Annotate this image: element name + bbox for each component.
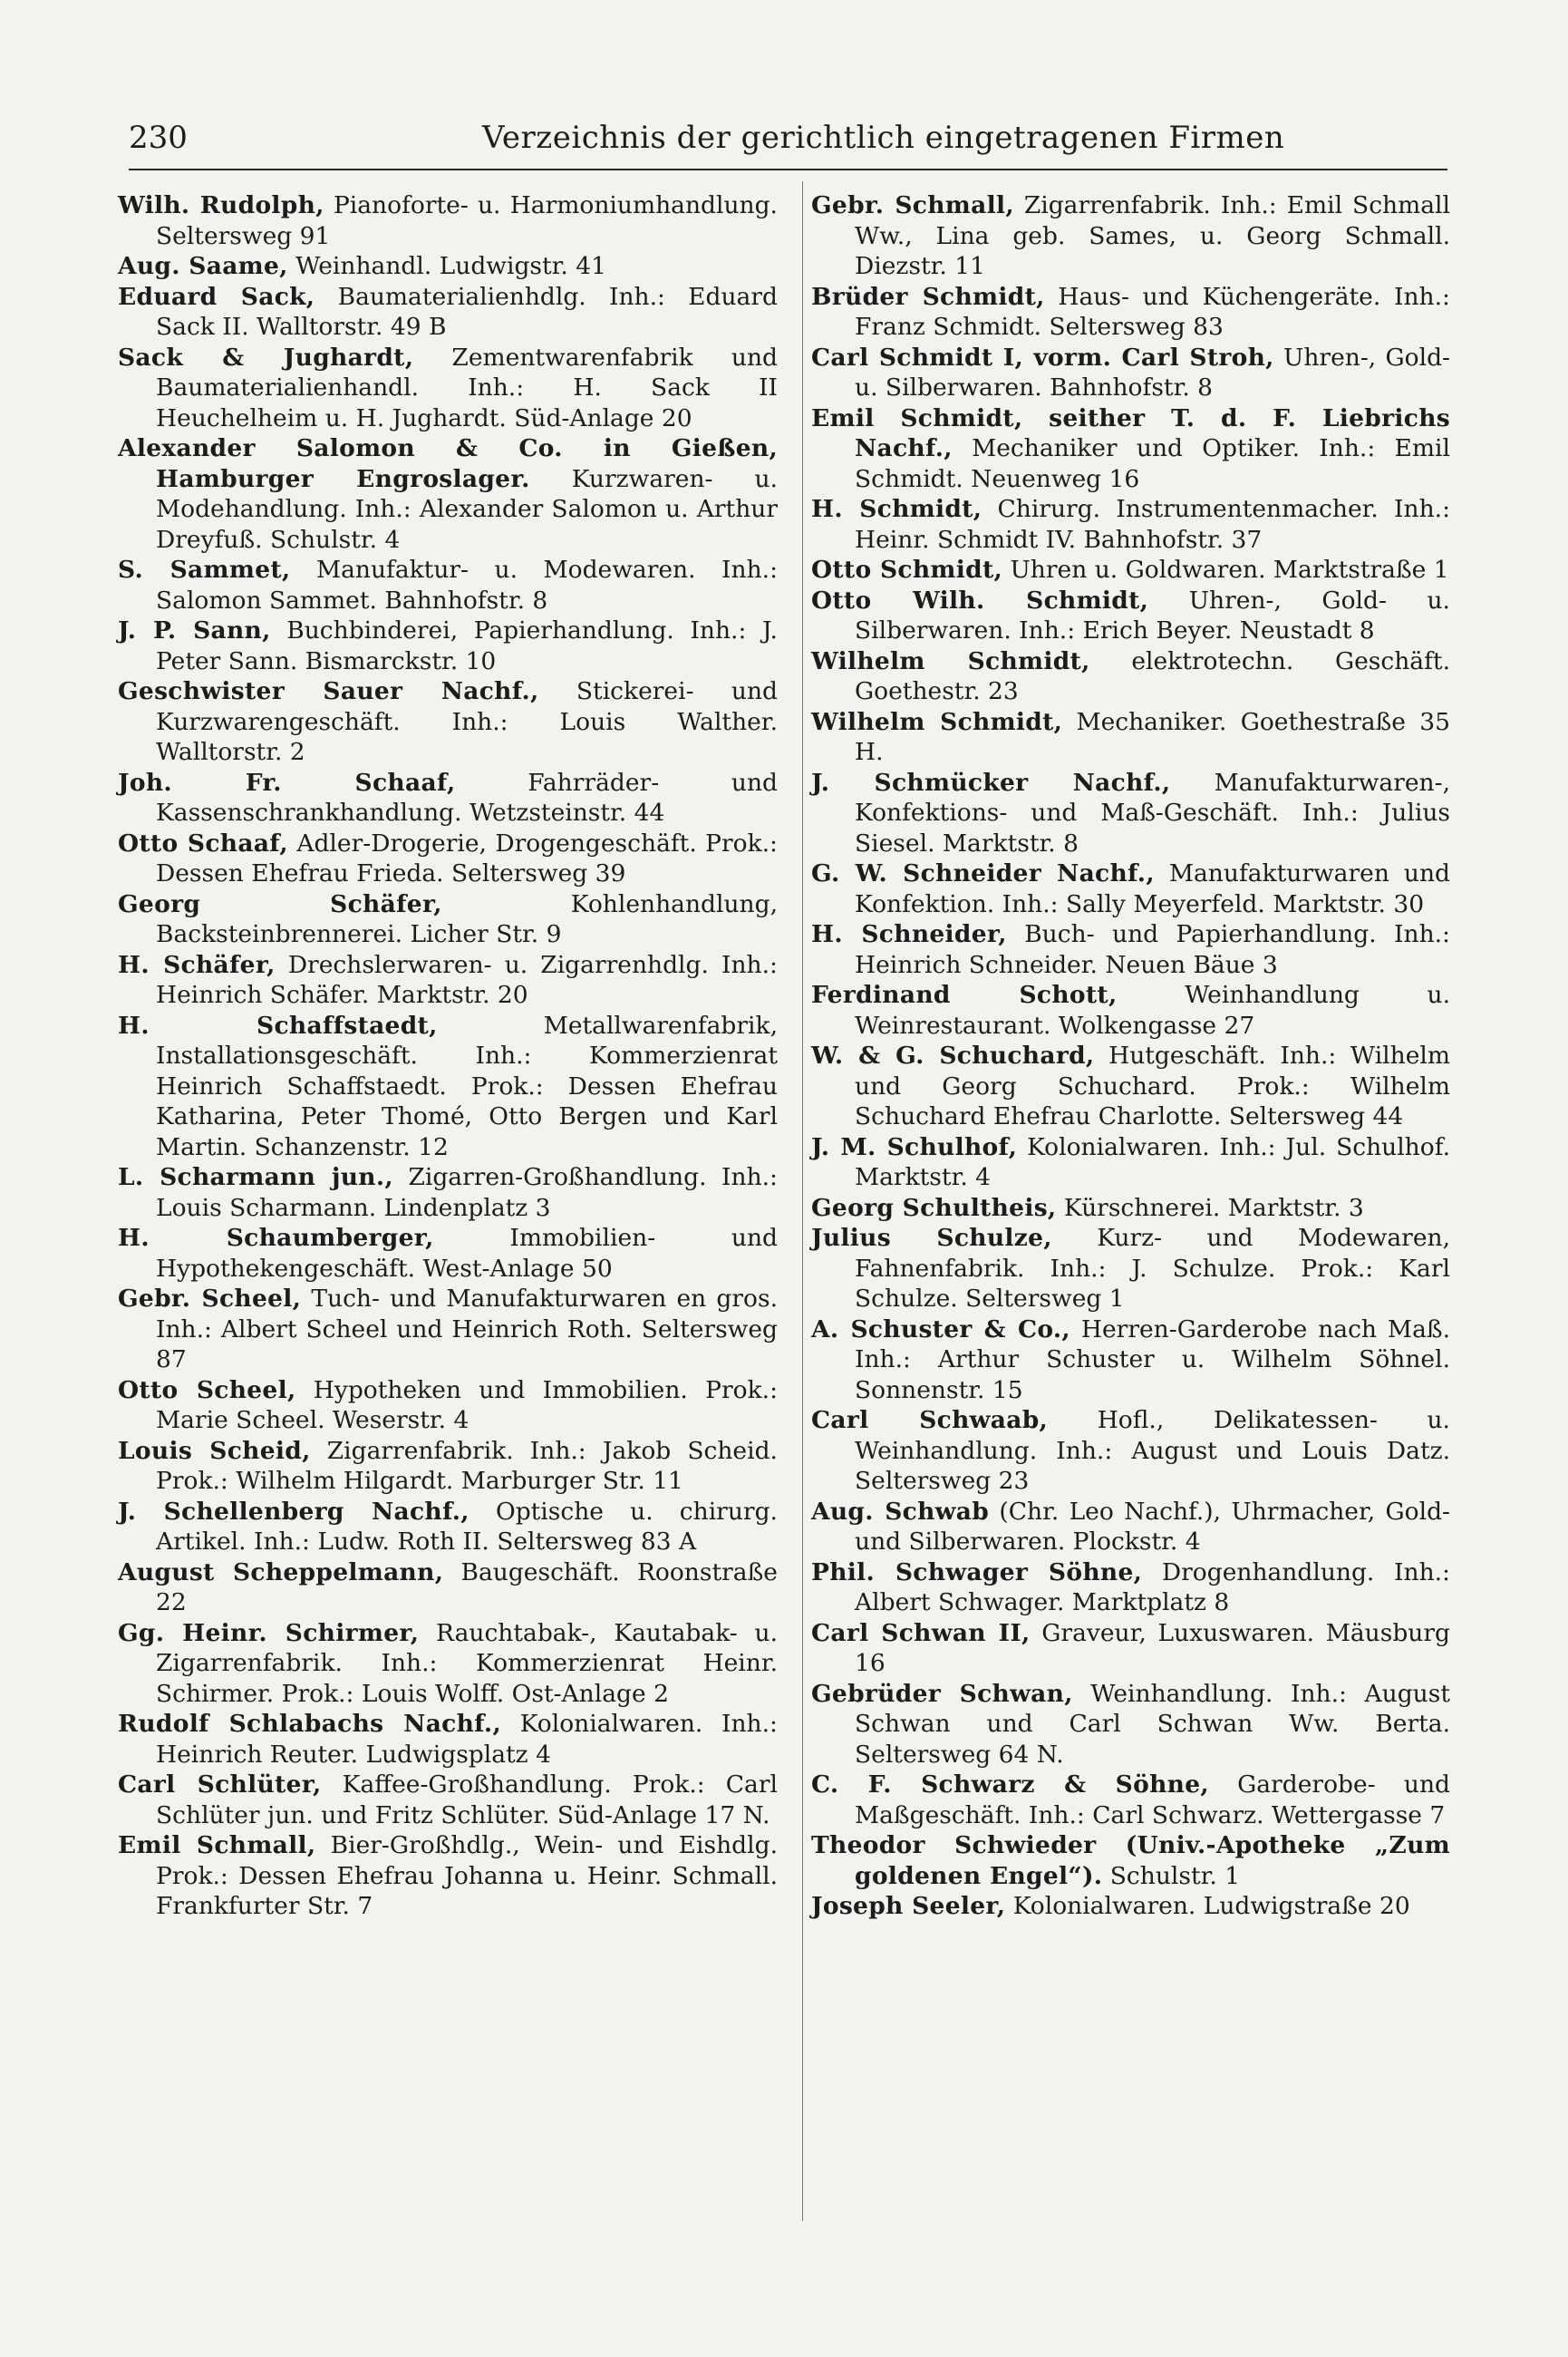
firm-name: Georg Schäfer, <box>118 889 442 918</box>
firm-name: Wilhelm Schmidt, <box>811 707 1063 736</box>
directory-entry <box>811 1557 1450 1618</box>
directory-entry <box>811 343 1450 403</box>
directory-entry <box>118 889 778 950</box>
directory-entry <box>118 829 778 889</box>
directory-entry <box>811 1679 1450 1770</box>
firm-details: Haus- und Küchengeräte. Inh.: Franz Schmidt. Seltersweg 83 <box>855 282 1450 341</box>
directory-entry <box>118 1011 778 1163</box>
firm-details: Zigarrenfabrik. Inh.: Jakob Scheid. Prok.: Wilhelm Hilgardt. Marburger Str. 11 <box>156 1436 778 1495</box>
firm-name: J. M. Schulhof, <box>811 1132 1018 1161</box>
firm-name: H. Schaffstaedt, <box>118 1011 438 1040</box>
firm-name: Carl Schlüter, <box>118 1770 322 1799</box>
firm-name: A. Schuster & Co., <box>811 1314 1070 1343</box>
directory-entry <box>118 1162 778 1223</box>
directory-entry <box>811 980 1450 1041</box>
directory-entry <box>118 1375 778 1436</box>
directory-entry <box>118 1284 778 1375</box>
firm-name: L. Scharmann jun., <box>118 1163 393 1191</box>
directory-entry <box>811 586 1450 646</box>
firm-details: Kolonialwaren. Inh.: Heinrich Reuter. Ludwigsplatz 4 <box>156 1710 778 1769</box>
directory-entry <box>811 1223 1450 1314</box>
firm-name: Gebr. Scheel, <box>118 1285 302 1313</box>
firm-details: Zigarrenfabrik. Inh.: Emil Schmall Ww., Lina geb. Sames, u. Georg Schmall. Diezstr. 11 <box>855 191 1450 280</box>
firm-details: Kolonialwaren. Inh.: Jul. Schulhof. Marktstr. 4 <box>855 1132 1450 1191</box>
firm-name: Theodor Schwieder (Univ.-Apotheke „Zum goldenen Engel“). <box>811 1831 1450 1890</box>
firm-name: Brüder Schmidt, <box>811 282 1045 311</box>
firm-name: H. Schneider, <box>811 920 1007 948</box>
firm-details: Herren-Garderobe nach Maß. Inh.: Arthur Schuster u. Wilhelm Söhnel. Sonnenstr. 15 <box>855 1314 1450 1404</box>
firm-name: Alexander Salomon & Co. in Gießen, Hamburger Engroslager. <box>118 434 778 493</box>
firm-details: Immobilien- und Hypothekengeschäft. West-Anlage 50 <box>156 1224 778 1283</box>
firm-details: Baugeschäft. Roonstraße 22 <box>156 1557 778 1616</box>
directory-entry <box>811 646 1450 707</box>
firm-name: Gg. Heinr. Schirmer, <box>118 1618 420 1647</box>
firm-details: Mechaniker und Optiker. Inh.: Emil Schmidt. Neuenweg 16 <box>855 434 1450 493</box>
firm-name: Joh. Fr. Schaaf, <box>118 768 456 797</box>
firm-details: Uhren-, Gold- u. Silberwaren. Inh.: Erich Beyer. Neustadt 8 <box>855 586 1450 645</box>
directory-entry <box>811 1405 1450 1497</box>
firm-details: Manufakturwaren-, Konfektions- und Maß-Geschäft. Inh.: Julius Siesel. Marktstr. 8 <box>855 768 1450 858</box>
directory-entry <box>811 1770 1450 1830</box>
firm-details: Schulstr. 1 <box>1109 1861 1241 1890</box>
firm-details: Rauchtabak-, Kautabak- u. Zigarrenfabrik. Inh.: Kommerzienrat Heinr. Schirmer. Prok.: Louis Wolff. Ost-Anlage 2 <box>156 1618 778 1708</box>
firm-name: Wilh. Rudolph, <box>118 191 324 219</box>
directory-entry <box>118 343 778 434</box>
column-divider <box>802 181 803 2221</box>
firm-details: Manufaktur- u. Modewaren. Inh.: Salomon Sammet. Bahnhofstr. 8 <box>156 556 778 615</box>
directory-entry <box>118 251 778 282</box>
firm-name: H. Schäfer, <box>118 950 276 979</box>
firm-name: Phil. Schwager Söhne, <box>811 1557 1143 1586</box>
firm-name: Julius Schulze, <box>811 1224 1052 1252</box>
firm-details: (Chr. Leo Nachf.), Uhrmacher, Gold- und Silberwaren. Plockstr. 4 <box>855 1497 1450 1556</box>
firm-details: Kürschnerei. Marktstr. 3 <box>1063 1193 1364 1222</box>
firm-name: Louis Scheid, <box>118 1436 311 1465</box>
firm-details: Stickerei- und Kurzwarengeschäft. Inh.: Louis Walther. Walltorstr. 2 <box>156 677 778 766</box>
directory-entry <box>811 1193 1450 1224</box>
directory-entry <box>118 950 778 1011</box>
directory-entry <box>118 1770 778 1830</box>
directory-entry <box>118 1497 778 1557</box>
directory-entry <box>811 555 1450 586</box>
firm-name: Geschwister Sauer Nachf., <box>118 677 539 705</box>
firm-name: Gebrüder Schwan, <box>811 1679 1073 1708</box>
firm-details: Baumaterialienhdlg. Inh.: Eduard Sack II. Walltorstr. 49 B <box>156 282 778 341</box>
firm-details: Buchbinderei, Papierhandlung. Inh.: J. Peter Sann. Bismarckstr. 10 <box>156 616 778 675</box>
firm-details: Kohlenhandlung, Backsteinbrennerei. Licher Str. 9 <box>156 889 778 948</box>
firm-details: Mechaniker. Goethestraße 35 H. <box>855 707 1450 766</box>
directory-entry <box>811 768 1450 859</box>
firm-details: Hofl., Delikatessen- u. Weinhandlung. Inh.: August und Louis Datz. Seltersweg 23 <box>855 1406 1450 1495</box>
firm-details: Pianoforte- u. Harmoniumhandlung. Seltersweg 91 <box>156 191 778 250</box>
directory-entry <box>811 403 1450 495</box>
firm-name: Emil Schmall, <box>118 1831 316 1859</box>
firm-details: Zementwarenfabrik und Baumaterialienhandl. Inh.: H. Sack II Heuchelheim u. H. Jughardt. Süd-Anlage 20 <box>156 343 778 432</box>
firm-name: Eduard Sack, <box>118 282 315 311</box>
page-header <box>129 109 1447 170</box>
directory-entry <box>118 190 778 251</box>
firm-details: Weinhandlung. Inh.: August Schwan und Carl Schwan Ww. Berta. Seltersweg 64 N. <box>855 1679 1450 1769</box>
firm-name: Carl Schwaab, <box>811 1406 1049 1434</box>
firm-details: Hutgeschäft. Inh.: Wilhelm und Georg Schuchard. Prok.: Wilhelm Schuchard Ehefrau Charlotte. Seltersweg 44 <box>855 1042 1450 1130</box>
firm-details: Fahrräder- und Kassenschrankhandlung. Wetzsteinstr. 44 <box>156 768 778 827</box>
firm-details: Tuch- und Manufakturwaren en gros. Inh.: Albert Scheel und Heinrich Roth. Seltersweg 87 <box>156 1285 778 1373</box>
firm-details: Kurz- und Modewaren, Fahnenfabrik. Inh.: J. Schulze. Prok.: Karl Schulze. Seltersweg 1 <box>855 1224 1451 1313</box>
directory-entry <box>811 1497 1450 1557</box>
firm-details: Manufakturwaren und Konfektion. Inh.: Sally Meyerfeld. Marktstr. 30 <box>855 859 1450 918</box>
firm-details: Hypotheken und Immobilien. Prok.: Marie Scheel. Weserstr. 4 <box>156 1375 778 1434</box>
firm-name: Wilhelm Schmidt, <box>811 646 1090 675</box>
firm-name: Aug. Saame, <box>118 252 288 280</box>
firm-name: Sack & Jughardt, <box>118 343 414 372</box>
firm-name: Carl Schmidt I, vorm. Carl Stroh, <box>811 343 1274 372</box>
firm-details: Chirurg. Instrumentenmacher. Inh.: Heinr. Schmidt IV. Bahnhofstr. 37 <box>855 495 1450 554</box>
firm-name: Aug. Schwab <box>811 1497 990 1526</box>
firm-name: Gebr. Schmall, <box>811 191 1014 219</box>
firm-name: Otto Schmidt, <box>811 556 1003 584</box>
directory-entry <box>811 1830 1450 1891</box>
directory-entry <box>118 433 778 555</box>
firm-name: Emil Schmidt, seither T. d. F. Liebrichs Nachf., <box>811 403 1450 462</box>
firm-details: Metallwarenfabrik, Installationsgeschäft. Inh.: Kommerzienrat Heinrich Schaffstaedt. Prok.: Dessen Ehefrau Katharina, Peter Thomé, Otto Bergen und Karl Martin. Schanzenstr. 12 <box>156 1011 778 1161</box>
directory-entry <box>811 282 1450 343</box>
firm-details: Weinhandlung u. Weinrestaurant. Wolkengasse 27 <box>855 981 1450 1040</box>
firm-name: S. Sammet, <box>118 556 291 584</box>
firm-name: Joseph Seeler, <box>811 1892 1006 1920</box>
directory-entry <box>118 1436 778 1497</box>
firm-name: Otto Scheel, <box>118 1375 296 1404</box>
firm-name: H. Schaumberger, <box>118 1224 434 1252</box>
directory-entry <box>118 1223 778 1284</box>
firm-details: Uhren-, Gold- u. Silberwaren. Bahnhofstr. 8 <box>855 343 1450 402</box>
firm-details: Kurzwaren- u. Modehandlung. Inh.: Alexander Salomon u. Arthur Dreyfuß. Schulstr. 4 <box>156 464 778 554</box>
firm-name: H. Schmidt, <box>811 495 982 523</box>
firm-details: Drechslerwaren- u. Zigarrenhdlg. Inh.: Heinrich Schäfer. Marktstr. 20 <box>156 950 778 1009</box>
directory-entry <box>811 919 1450 980</box>
directory-entry <box>811 1618 1450 1679</box>
firm-details: Weinhandl. Ludwigstr. 41 <box>295 252 606 280</box>
firm-name: Otto Wilh. Schmidt, <box>811 586 1149 615</box>
firm-details: Bier-Großhdlg., Wein- und Eishdlg. Prok.: Dessen Ehefrau Johanna u. Heinr. Schmall. Frankfurter Str. 7 <box>156 1831 778 1920</box>
directory-entry <box>811 1041 1450 1132</box>
firm-name: J. Schellenberg Nachf., <box>118 1497 469 1526</box>
firm-details: Drogenhandlung. Inh.: Albert Schwager. Marktplatz 8 <box>855 1557 1450 1616</box>
firm-details: Optische u. chirurg. Artikel. Inh.: Ludw. Roth II. Seltersweg 83 A <box>156 1497 778 1556</box>
directory-entry <box>118 282 778 343</box>
firm-name: J. P. Sann, <box>118 616 271 645</box>
left-column <box>118 190 778 1922</box>
firm-name: C. F. Schwarz & Söhne, <box>811 1770 1209 1799</box>
firm-details: Garderobe- und Maßgeschäft. Inh.: Carl Schwarz. Wettergasse 7 <box>855 1770 1450 1829</box>
directory-entry <box>118 616 778 676</box>
directory-entry <box>811 1891 1450 1922</box>
page-number: 230 <box>129 120 188 156</box>
directory-entry <box>118 1557 778 1618</box>
directory-entry <box>811 1132 1450 1193</box>
directory-entry <box>118 768 778 829</box>
right-column <box>811 190 1450 1922</box>
firm-details: Uhren u. Goldwaren. Marktstraße 1 <box>1010 556 1449 584</box>
directory-entry <box>811 494 1450 555</box>
firm-name: Georg Schultheis, <box>811 1193 1057 1222</box>
firm-details: elektrotechn. Geschäft. Goethestr. 23 <box>855 646 1450 705</box>
directory-entry <box>811 858 1450 919</box>
firm-name: Carl Schwan II, <box>811 1618 1031 1647</box>
firm-details: Buch- und Papierhandlung. Inh.: Heinrich Schneider. Neuen Bäue 3 <box>855 920 1450 979</box>
directory-entry <box>118 555 778 616</box>
directory-entry <box>118 1709 778 1770</box>
directory-entry <box>811 190 1450 282</box>
firm-name: August Scheppelmann, <box>118 1557 444 1586</box>
firm-name: Rudolf Schlabachs Nachf., <box>118 1710 501 1738</box>
firm-name: Ferdinand Schott, <box>811 981 1118 1009</box>
firm-details: Zigarren-Großhandlung. Inh.: Louis Scharmann. Lindenplatz 3 <box>156 1163 778 1222</box>
directory-entry <box>118 676 778 768</box>
directory-entry <box>118 1618 778 1710</box>
firm-name: J. Schmücker Nachf., <box>811 768 1171 797</box>
running-title: Verzeichnis der gerichtlich eingetragenen Firmen <box>482 120 1285 156</box>
directory-entry <box>811 707 1450 768</box>
firm-details: Kaffee-Großhandlung. Prok.: Carl Schlüter jun. und Fritz Schlüter. Süd-Anlage 17 N. <box>156 1770 778 1829</box>
firm-name: W. & G. Schuchard, <box>811 1042 1095 1070</box>
firm-details: Adler-Drogerie, Drogengeschäft. Prok.: Dessen Ehefrau Frieda. Seltersweg 39 <box>156 829 778 888</box>
firm-name: Otto Schaaf, <box>118 829 288 858</box>
directory-entry <box>811 1314 1450 1406</box>
directory-entry <box>118 1830 778 1922</box>
firm-details: Kolonialwaren. Ludwigstraße 20 <box>1012 1892 1410 1920</box>
firm-name: G. W. Schneider Nachf., <box>811 859 1155 888</box>
firm-details: Graveur, Luxuswaren. Mäusburg 16 <box>855 1618 1450 1677</box>
